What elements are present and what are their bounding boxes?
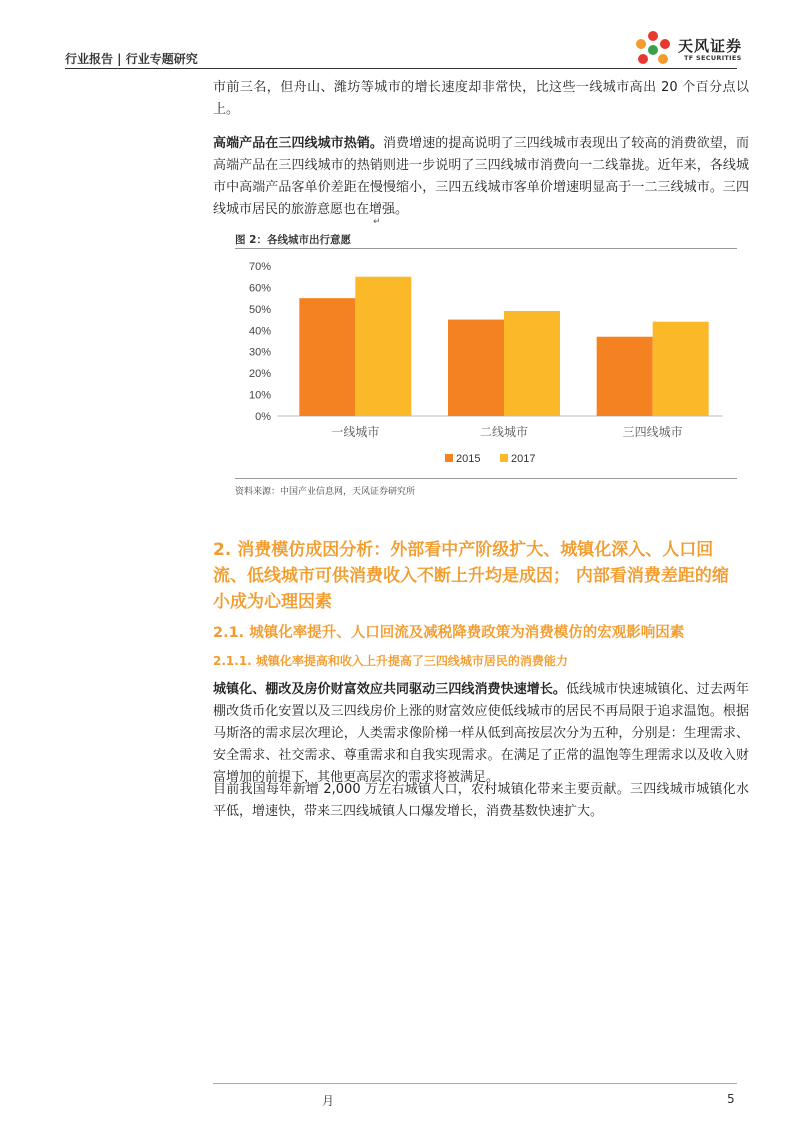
paragraph-3-body: 低线城市快速城镇化、过去两年棚改货币化安置以及三四线房价上涨的财富效应使低线城市的居民不再局限于追求温饱。根据马斯洛的需求层次理论，人类需求像阶梯一样从低到高按层次分为五种，分别是：生理需求、安全需求、社交需求、尊重需求和自我实现需求。在满足了正常的温饱等生理需求以及收入财富增加的前提下，其他更高层次的需求将被满足。 xyxy=(213,682,749,785)
section-heading-2-1-1: 2.1.1. 城镇化率提高和收入上升提高了三四线城市居民的消费能力 xyxy=(213,654,568,668)
y-tick-label: 50% xyxy=(248,303,271,316)
y-tick-label: 0% xyxy=(255,411,271,423)
legend-label: 2017 xyxy=(511,453,536,465)
report-category: 行业报告 | 行业专题研究 xyxy=(65,52,198,66)
legend-swatch-2017 xyxy=(500,454,508,462)
x-category-label: 三四线城市 xyxy=(622,425,683,439)
figure-bottom-rule xyxy=(235,478,737,479)
bar-2017-2 xyxy=(504,311,560,416)
bar-2015-1 xyxy=(299,298,355,416)
return-mark: ↵ xyxy=(373,217,381,227)
y-tick-label: 10% xyxy=(248,389,271,402)
paragraph-4: 目前我国每年新增 2,000 万左右城镇人口，农村城镇化带来主要贡献。三四线城市城镇化水平低，增速快，带来三四线城镇人口爆发增长，消费基数快速扩大。 xyxy=(213,782,749,819)
section-heading-2: 2. 消费模仿成因分析：外部看中产阶级扩大、城镇化深入、人口回流、低线城市可供消费收入不断上升均是成因； 内部看消费差距的缩小成为心理因素 xyxy=(213,540,729,612)
bar-2015-2 xyxy=(448,320,504,416)
y-tick-label: 40% xyxy=(248,325,271,338)
footer-divider xyxy=(213,1083,737,1084)
brand-subtitle: TF SECURITIES xyxy=(684,54,742,62)
paragraph-1: 市前三名，但舟山、潍坊等城市的增长速度却非常快，比这些一线城市高出 20 个百分点以上。 xyxy=(213,80,749,117)
paragraph-2-body: 消费增速的提高说明了三四线城市表现出了较高的消费欲望，而高端产品在三四线城市的热销则进一步说明了三四线城市消费向一二线靠拢。近年来，各线城市中高端产品客单价差距在慢慢缩小，三四五线城市客单价增速明显高于一二三线城市。三四线城市居民的旅游意愿也在增强。 xyxy=(213,136,749,217)
x-category-label: 二线城市 xyxy=(479,425,529,439)
figure-source: 资料来源：中国产业信息网，天风证券研究所 xyxy=(235,487,416,497)
legend-swatch-2015 xyxy=(445,454,453,462)
paragraph-3 xyxy=(213,679,749,789)
y-tick-label: 30% xyxy=(248,346,271,359)
paragraph-2 xyxy=(213,133,749,221)
bar-chart xyxy=(235,250,737,476)
bar-2017-3 xyxy=(653,322,709,416)
y-tick-label: 60% xyxy=(248,282,271,295)
figure-title: 图 2：各线城市出行意愿 xyxy=(235,234,351,246)
bar-2015-3 xyxy=(597,337,653,416)
tf-logo-icon xyxy=(630,28,676,70)
bar-2017-1 xyxy=(355,277,411,416)
page-number: 5 xyxy=(727,1092,735,1106)
figure-top-rule xyxy=(235,248,737,249)
legend-label: 2015 xyxy=(456,453,481,465)
x-category-label: 一线城市 xyxy=(331,425,380,439)
section-heading-2-1: 2.1. 城镇化率提升、人口回流及减税降费政策为消费模仿的宏观影响因素 xyxy=(213,625,685,641)
paragraph-3-lead: 城镇化、棚改及房价财富效应共同驱动三四线消费快速增长。 xyxy=(213,682,567,697)
y-tick-label: 70% xyxy=(248,261,271,273)
footer-text: 月 xyxy=(322,1094,335,1108)
y-tick-label: 20% xyxy=(248,368,271,381)
paragraph-2-lead: 高端产品在三四线城市热销。 xyxy=(213,136,383,151)
brand-name: 天风证券 xyxy=(678,37,743,55)
